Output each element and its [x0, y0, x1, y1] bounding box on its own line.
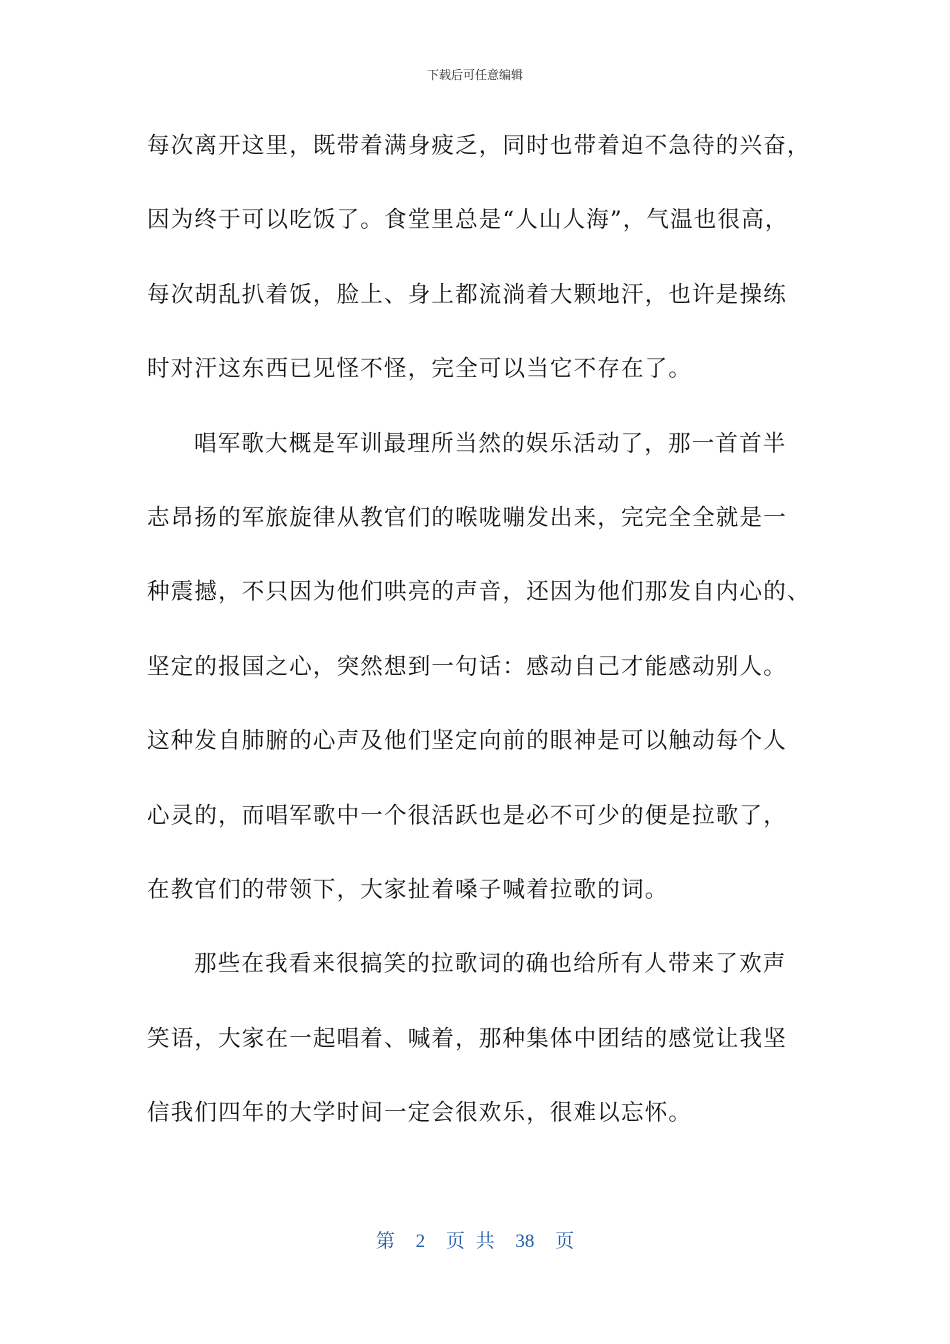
- text-line: 因为终于可以吃饭了。食堂里总是“人山人海”，气温也很高，: [147, 207, 789, 234]
- document-body: [147, 125, 817, 1166]
- text-line: 在教官们的带领下，大家扯着嗓子喊着拉歌的词。: [147, 876, 669, 903]
- text-line: 每次胡乱扒着饭，脸上、身上都流淌着大颗地汗，也许是操练: [147, 281, 787, 308]
- text-line: 唱军歌大概是军训最理所当然的娱乐活动了，那一首首半: [194, 430, 787, 457]
- page-footer: [0, 1226, 950, 1253]
- text-line: 坚定的报国之心，突然想到一句话：感动自己才能感动别人。: [147, 653, 787, 680]
- text-line: 种震撼，不只因为他们哄亮的声音，还因为他们那发自内心的、: [147, 579, 811, 606]
- text-line: 每次离开这里，既带着满身疲乏，同时也带着迫不急待的兴奋，: [147, 133, 811, 159]
- text-line: 那些在我看来很搞笑的拉歌词的确也给所有人带来了欢声: [194, 951, 787, 978]
- text-line: 信我们四年的大学时间一定会很欢乐，很难以忘怀。: [147, 1100, 693, 1127]
- text-line: 志昂扬的军旅旋律从教官们的喉咙嘣发出来，完完全全就是一: [147, 504, 787, 531]
- text-line: 时对汗这东西已见怪不怪，完全可以当它不存在了。: [147, 356, 693, 383]
- text-line: 心灵的，而唱军歌中一个很活跃也是必不可少的便是拉歌了，: [147, 802, 787, 829]
- footer-prefix: 第: [375, 1231, 395, 1252]
- footer-suffix: 页: [555, 1231, 575, 1252]
- footer-middle: 页 共: [445, 1231, 495, 1252]
- text-line: 笑语，大家在一起唱着、喊着，那种集体中团结的感觉让我坚: [147, 1025, 787, 1052]
- text-line: 这种发自肺腑的心声及他们坚定向前的眼神是可以触动每个人: [147, 728, 787, 755]
- page-total: 38: [515, 1231, 535, 1252]
- header-note: 下载后可任意编辑: [426, 68, 523, 82]
- page-number: 2: [415, 1231, 426, 1252]
